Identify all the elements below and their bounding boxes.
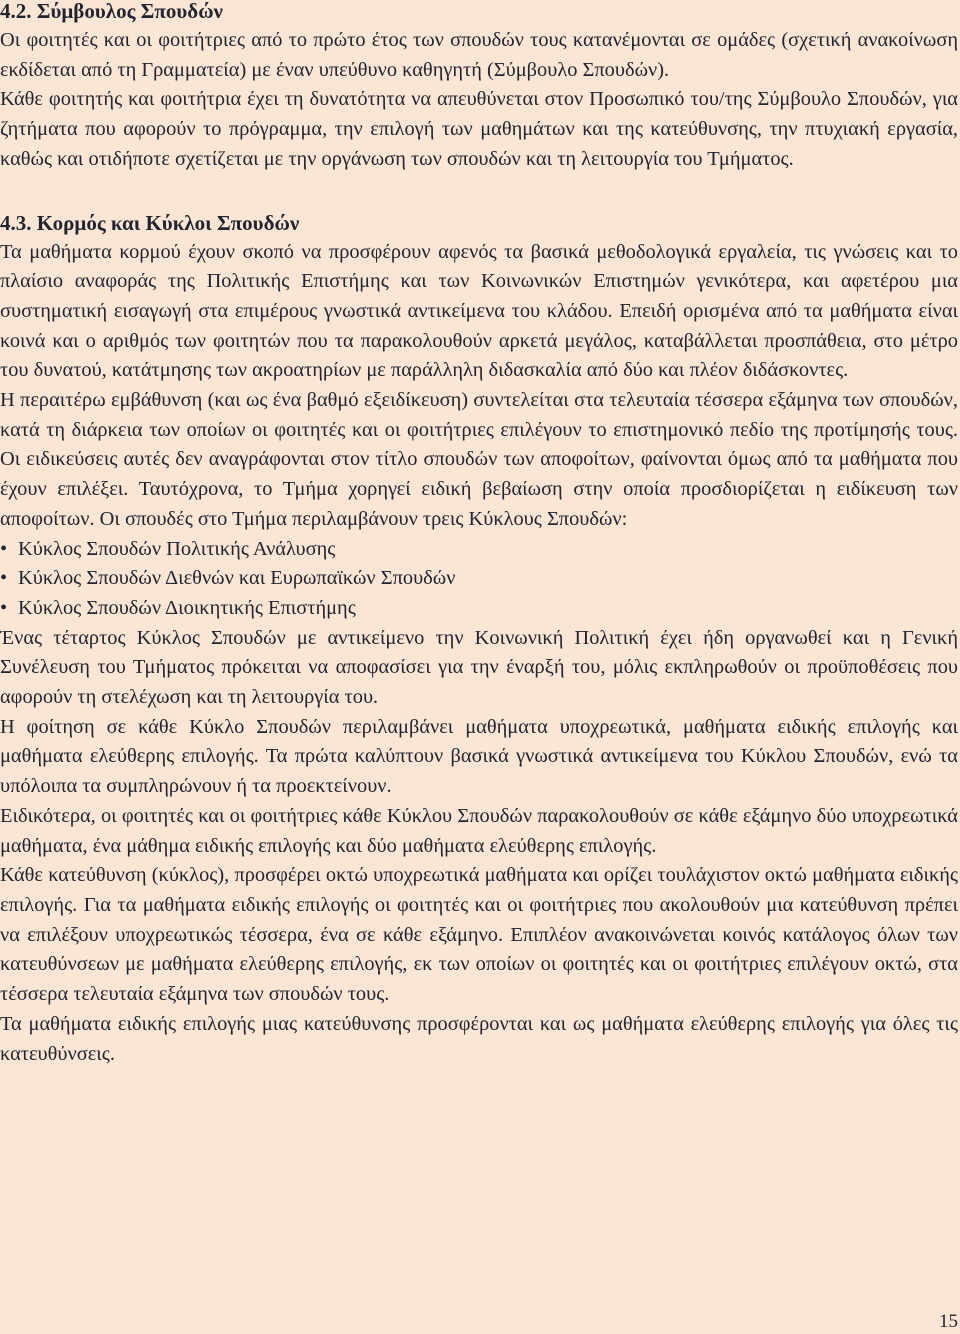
paragraph: Οι φοιτητές και οι φοιτήτριες από το πρώτο έτος των σπουδών τους κατανέμονται σε ομάδες (σχετική ανακοίνωση εκδίδεται από τη Γραμματεία) με έναν υπεύθυνο καθηγητή (Σύμβουλο Σπουδών). <box>0 29 958 81</box>
bullet-icon: • <box>0 537 8 560</box>
paragraph: Ένας τέταρτος Κύκλος Σπουδών με αντικείμενο την Κοινωνική Πολιτική έχει ήδη οργανωθεί και η Γενική Συνέλευση του Τμήματος πρόκειται να αποφασίσει για την έναρξή του, μόλις εκπληρωθούν οι προϋποθέσεις που αφορούν τη στελέχωση και τη λειτουργία του. <box>0 626 958 709</box>
bullet-icon: • <box>0 596 8 619</box>
section-heading-4-2: 4.2. Σύμβουλος Σπουδών <box>0 0 223 23</box>
list-item <box>0 594 958 624</box>
paragraph: Κάθε φοιτητής και φοιτήτρια έχει τη δυνατότητα να απευθύνεται στον Προσωπικό του/της Σύμβουλο Σπουδών, για ζητήματα που αφορούν το πρόγραμμα, την επιλογή των μαθημάτων και της κατεύθυνσης, την πτυχιακή εργασία, καθώς και οτιδήποτε σχετίζεται με την οργάνωση των σπουδών και τη λειτουργία του Τμήματος. <box>0 88 958 170</box>
list-item <box>0 564 958 594</box>
paragraph: Κάθε κατεύθυνση (κύκλος), προσφέρει οκτώ υποχρεωτικά μαθήματα και ορίζει τουλάχιστον οκτώ μαθήματα ειδικής επιλογής. Για τα μαθήματα ειδικής επιλογής οι φοιτητές και οι φοιτήτριες που ακολουθούν μια κατεύθυνση πρέπει να επιλέξουν υποχρεωτικώς τέσσερα, ένα σε κάθε εξάμηνο. Επιπλέον ανακοινώνεται κοινός κατάλογος όλων των κατευθύνσεων με μαθήματα ελεύθερης επιλογής, εκ των οποίων οι φοιτητές και οι φοιτήτριες επιλέγουν οκτώ, στα τέσσερα τελευταία εξάμηνα των σπουδών τους. <box>0 864 958 1006</box>
study-cycles-list <box>0 535 958 624</box>
paragraph: Τα μαθήματα ειδικής επιλογής μιας κατεύθυνσης προσφέρονται και ως μαθήματα ελεύθερης επιλογής για όλες τις κατευθύνσεις. <box>0 1012 958 1065</box>
list-item-label: Κύκλος Σπουδών Πολιτικής Ανάλυσης <box>18 537 336 560</box>
paragraph: Η φοίτηση σε κάθε Κύκλο Σπουδών περιλαμβάνει μαθήματα υποχρεωτικά, μαθήματα ειδικής επιλογής και μαθήματα ελεύθερης επιλογής. Τα πρώτα καλύπτουν βασικά γνωστικά αντικείμενα του Κύκλου Σπουδών, ενώ τα υπόλοιπα τα συμπληρώνουν ή τα προεκτείνουν. <box>0 715 958 798</box>
bullet-icon: • <box>0 567 8 590</box>
list-item-label: Κύκλος Σπουδών Διεθνών και Ευρωπαϊκών Σπουδών <box>18 567 456 590</box>
list-item <box>0 535 958 565</box>
section-heading-4-3: 4.3. Κορμός και Κύκλοι Σπουδών <box>0 210 300 235</box>
list-item-label: Κύκλος Σπουδών Διοικητικής Επιστήμης <box>18 596 356 619</box>
paragraph: Τα μαθήματα κορμού έχουν σκοπό να προσφέρουν αφενός τα βασικά μεθοδολογικά εργαλεία, τις γνώσεις και το πλαίσιο αναφοράς της Πολιτικής Επιστήμης και των Κοινωνικών Επιστημών γενικότερα, και αφετέρου μια συστηματική εισαγωγή στα επιμέρους γνωστικά αντικείμενα του κλάδου. Επειδή ορισμένα από τα μαθήματα είναι κοινά και ο αριθμός των φοιτητών που τα παρακολουθούν αρκετά μεγάλος, καταβάλλεται προσπάθεια, στο μέτρο του δυνατού, κατάτμησης των ακροατηρίων με παράλληλη διδασκαλία από δύο και πλέον διδάσκοντες. <box>0 240 958 382</box>
paragraph: Ειδικότερα, οι φοιτητές και οι φοιτήτριες κάθε Κύκλου Σπουδών παρακολουθούν σε κάθε εξάμηνο δύο υποχρεωτικά μαθήματα, ένα μάθημα ειδικής επιλογής και δύο μαθήματα ελεύθερης επιλογής. <box>0 804 958 857</box>
page-number: 15 <box>939 1311 958 1332</box>
paragraph: Η περαιτέρω εμβάθυνση (και ως ένα βαθμό εξειδίκευση) συντελείται στα τελευταία τέσσερα εξάμηνα των σπουδών, κατά τη διάρκεια των οποίων οι φοιτητές και οι φοιτήτριες επιλέγουν το επιστημονικό πεδίο της προτίμησής τους. Οι ειδικεύσεις αυτές δεν αναγράφονται στον τίτλο σπουδών των αποφοίτων, φαίνονται όμως από τα μαθήματα που έχουν επιλέξει. Ταυτόχρονα, το Τμήμα χορηγεί ειδική βεβαίωση στην οποία προσδιορίζεται η ειδίκευση των αποφοίτων. Οι σπουδές στο Τμήμα περιλαμβάνουν τρεις Κύκλους Σπουδών: <box>0 389 958 530</box>
